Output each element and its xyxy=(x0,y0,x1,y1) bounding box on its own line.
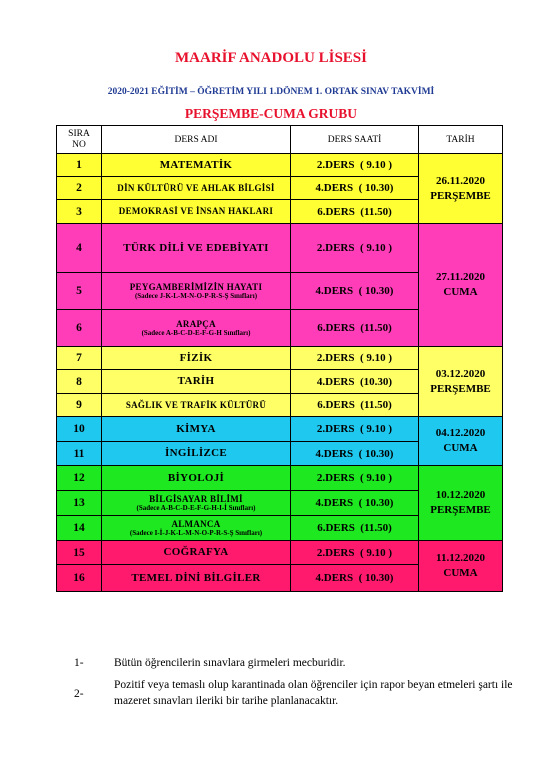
row-number: 9 xyxy=(57,394,102,417)
course-name-cell xyxy=(102,541,291,565)
course-name: BİLGİSAYAR BİLİMİ xyxy=(149,493,243,504)
lesson-time: 6.DERS (11.50) xyxy=(291,394,419,417)
row-number: 8 xyxy=(57,370,102,394)
note-number: 1- xyxy=(74,657,84,669)
table-header-row xyxy=(57,126,503,154)
row-number: 7 xyxy=(57,347,102,370)
course-name: TARİH xyxy=(177,375,215,388)
course-name-cell xyxy=(102,310,291,347)
exam-date-cell xyxy=(419,347,503,417)
course-name-cell xyxy=(102,417,291,442)
notes-section xyxy=(74,655,514,715)
row-number: 10 xyxy=(57,417,102,442)
lesson-time: 6.DERS (11.50) xyxy=(291,310,419,347)
course-name: FİZİK xyxy=(179,351,213,364)
course-name: MATEMATİK xyxy=(159,158,233,171)
table-body xyxy=(57,154,503,592)
lesson-time: 4.DERS ( 10.30) xyxy=(291,565,419,592)
lesson-time: 4.DERS ( 10.30) xyxy=(291,273,419,310)
course-name: İNGİLİZCE xyxy=(165,447,227,460)
exam-date: 27.11.2020 xyxy=(436,271,485,284)
lesson-time: 4.DERS (10.30) xyxy=(291,370,419,394)
course-name: ARAPÇA xyxy=(176,318,216,329)
row-number: 5 xyxy=(57,273,102,310)
row-number: 6 xyxy=(57,310,102,347)
row-number: 14 xyxy=(57,516,102,541)
exam-date: 04.12.2020 xyxy=(435,427,486,440)
exam-day: PERŞEMBE xyxy=(430,504,491,516)
lesson-time: 4.DERS ( 10.30) xyxy=(291,491,419,516)
lesson-time: 4.DERS ( 10.30) xyxy=(291,442,419,466)
header-ders-saati: DERS SAATİ xyxy=(291,126,419,154)
course-name-cell xyxy=(102,394,291,417)
course-name: TEMEL DİNİ BİLGİLER xyxy=(131,571,261,584)
course-name-cell xyxy=(102,200,291,224)
course-name: DEMOKRASİ VE İNSAN HAKLARI xyxy=(118,206,274,217)
table-row xyxy=(57,541,503,565)
exam-day: CUMA xyxy=(443,442,478,454)
lesson-time: 2.DERS ( 9.10 ) xyxy=(291,154,419,177)
group-title: PERŞEMBE-CUMA GRUBU xyxy=(184,106,358,121)
row-number: 12 xyxy=(57,466,102,491)
course-name-cell xyxy=(102,347,291,370)
course-name-cell xyxy=(102,516,291,541)
lesson-time: 2.DERS ( 9.10 ) xyxy=(291,541,419,565)
exam-day: PERŞEMBE xyxy=(430,382,491,395)
row-number: 16 xyxy=(57,565,102,592)
table-row xyxy=(57,417,503,442)
exam-date-cell xyxy=(419,466,503,541)
table-row xyxy=(57,347,503,370)
header-tarih: TARİH xyxy=(419,126,503,154)
lesson-time: 2.DERS ( 9.10 ) xyxy=(291,417,419,442)
course-class-note: (Sadece A-B-C-D-E-F-G-H-I-İ Sınıfları) xyxy=(136,504,256,513)
course-name: BİYOLOJİ xyxy=(167,471,225,484)
note-number: 2- xyxy=(74,688,84,700)
header-ders-adi: DERS ADI xyxy=(102,126,291,154)
row-number: 13 xyxy=(57,491,102,516)
note-text: Bütün öğrencilerin sınavlara girmeleri mecburidir. xyxy=(114,657,346,669)
note-text: Pozitif veya temaslı olup karantinada olan öğrenciler için rapor beyan etmeleri şartı ile mazeret sınavları ileriki bir tarihe planlanacaktır. xyxy=(114,679,513,707)
course-name-cell xyxy=(102,466,291,491)
note-item xyxy=(74,655,514,671)
course-class-note: (Sadece A-B-C-D-E-F-G-H Sınıfları) xyxy=(141,329,251,338)
table-row xyxy=(57,466,503,491)
course-name-cell xyxy=(102,177,291,200)
course-class-note: (Sadece J-K-L-M-N-O-P-R-S-Ş Sınıfları) xyxy=(134,292,258,301)
course-name: ALMANCA xyxy=(171,518,221,529)
exam-date-cell xyxy=(419,417,503,466)
table-row xyxy=(57,224,503,273)
row-number: 1 xyxy=(57,154,102,177)
exam-day: CUMA xyxy=(443,567,478,579)
course-name-cell xyxy=(102,224,291,273)
course-name: TÜRK DİLİ VE EDEBİYATI xyxy=(123,241,269,254)
exam-schedule-table xyxy=(56,125,503,592)
lesson-time: 2.DERS ( 9.10 ) xyxy=(291,347,419,370)
exam-date: 10.12.2020 xyxy=(435,489,486,502)
exam-date-cell xyxy=(419,154,503,224)
course-name-cell xyxy=(102,273,291,310)
exam-date: 26.11.2020 xyxy=(436,174,485,187)
lesson-time: 6.DERS (11.50) xyxy=(291,516,419,541)
lesson-time: 4.DERS ( 10.30) xyxy=(291,177,419,200)
table-row xyxy=(57,154,503,177)
row-number: 4 xyxy=(57,224,102,273)
exam-day: PERŞEMBE xyxy=(430,189,491,202)
lesson-time: 6.DERS (11.50) xyxy=(291,200,419,224)
course-name: DİN KÜLTÜRÜ VE AHLAK BİLGİSİ xyxy=(117,182,275,193)
course-class-note: (Sadece I-İ-J-K-L-M-N-O-P-R-S-Ş Sınıfları) xyxy=(129,529,263,538)
course-name: SAĞLIK VE TRAFİK KÜLTÜRÜ xyxy=(125,399,267,410)
row-number: 15 xyxy=(57,541,102,565)
exam-date-cell xyxy=(419,541,503,592)
course-name: KİMYA xyxy=(176,422,216,435)
lesson-time: 2.DERS ( 9.10 ) xyxy=(291,224,419,273)
schedule-subtitle: 2020-2021 EĞİTİM – ÖĞRETİM YILI 1.DÖNEM 1. ORTAK SINAV TAKVİMİ xyxy=(107,87,435,97)
course-name-cell xyxy=(102,491,291,516)
row-number: 11 xyxy=(57,442,102,466)
row-number: 2 xyxy=(57,177,102,200)
row-number: 3 xyxy=(57,200,102,224)
school-title: MAARİF ANADOLU LİSESİ xyxy=(175,50,367,66)
course-name-cell xyxy=(102,370,291,394)
course-name-cell xyxy=(102,154,291,177)
course-name: PEYGAMBERİMİZİN HAYATI xyxy=(129,281,263,292)
exam-date-cell xyxy=(419,224,503,347)
exam-day: CUMA xyxy=(443,286,478,298)
exam-date: 03.12.2020 xyxy=(435,367,486,380)
course-name-cell xyxy=(102,442,291,466)
course-name-cell xyxy=(102,565,291,592)
header-sira-no: SIRA NO xyxy=(57,126,102,154)
note-item xyxy=(74,677,514,709)
course-name: COĞRAFYA xyxy=(163,546,229,559)
exam-date: 11.12.2020 xyxy=(436,552,485,565)
lesson-time: 2.DERS ( 9.10 ) xyxy=(291,466,419,491)
